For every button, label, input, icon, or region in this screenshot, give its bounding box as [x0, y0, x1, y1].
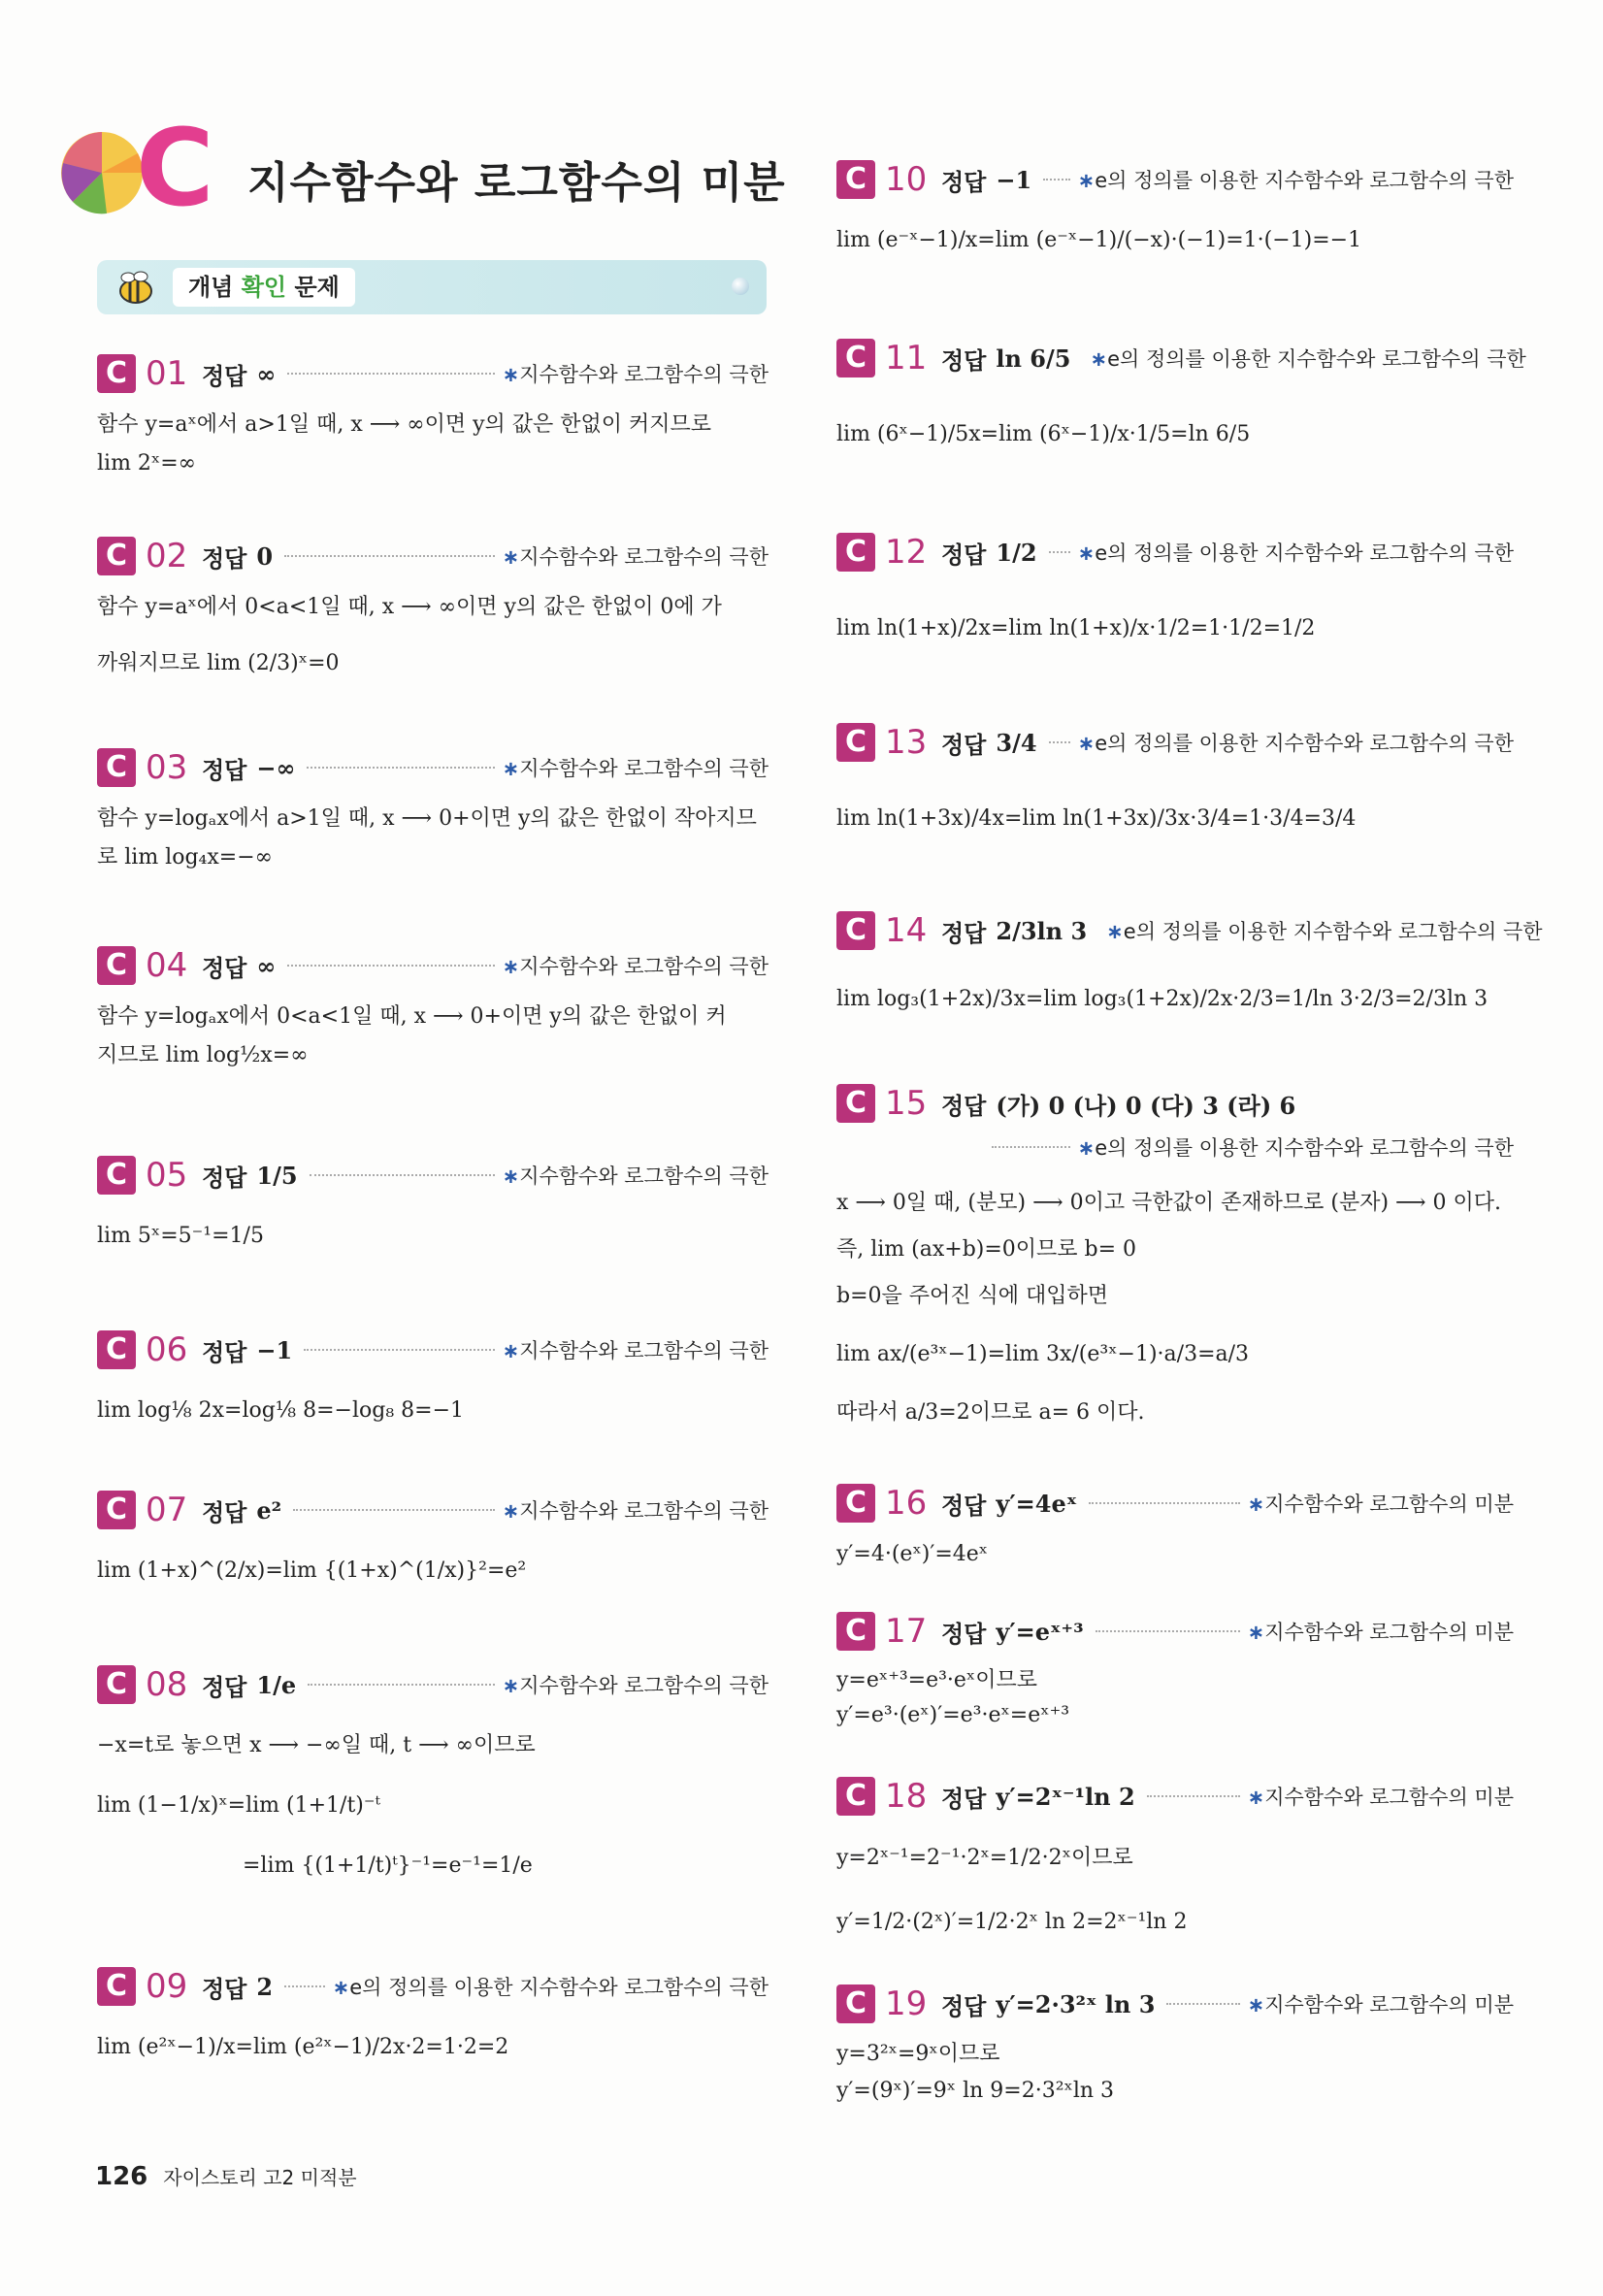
c-badge: C: [836, 1984, 875, 2023]
solution-line: lim (e⁻ˣ−1)/x=lim (e⁻ˣ−1)/(−x)·(−1)=1·(−1)=−1: [836, 228, 1362, 252]
topic: ∗e의 정의를 이용한 지수함수와 로그함수의 극한: [1077, 732, 1514, 755]
topic-text: 지수함수와 로그함수의 극한: [519, 757, 769, 780]
c-badge: C: [97, 946, 136, 985]
problem-number: 06: [146, 1330, 188, 1369]
answer-label: 정답: [941, 1492, 987, 1520]
problem-number: 18: [885, 1777, 928, 1816]
topic-text: e의 정의를 이용한 지수함수와 로그함수의 극한: [1123, 920, 1543, 943]
answer-label: 정답: [202, 1338, 247, 1366]
page-number: 126: [95, 2162, 148, 2191]
c-badge: C: [97, 1491, 136, 1529]
solution: [836, 609, 1514, 648]
solution: [97, 588, 769, 683]
solution-line: lim ax/(e³ˣ−1)=lim 3x/(e³ˣ−1)·a/3=a/3: [836, 1342, 1250, 1366]
topic-text: e의 정의를 이용한 지수함수와 로그함수의 극한: [1107, 347, 1526, 371]
leader: [304, 1349, 494, 1351]
problem-02: [97, 534, 769, 683]
bee-icon: [114, 268, 157, 307]
topic-text: 지수함수와 로그함수의 미분: [1264, 1993, 1514, 2017]
answer-label: 정답: [202, 362, 247, 390]
problem-11: [836, 336, 1526, 454]
answer: ∞: [256, 359, 277, 388]
c-badge: C: [97, 748, 136, 787]
solution-line: lim ln(1+3x)/4x=lim ln(1+3x)/3x·3/4=1·3/4=3/4: [836, 806, 1357, 831]
topic: ∗지수함수와 로그함수의 미분: [1247, 1993, 1514, 2017]
answer-label: 정답: [941, 168, 987, 196]
problem-number: 02: [146, 537, 188, 575]
topic: ∗e의 정의를 이용한 지수함수와 로그함수의 극한: [1077, 1136, 1514, 1160]
topic-text: 지수함수와 로그함수의 극한: [519, 955, 769, 978]
book-title: 자이스토리 고2 미적분: [163, 2166, 357, 2189]
leader: [284, 555, 495, 557]
topic-text: e의 정의를 이용한 지수함수와 로그함수의 극한: [1095, 169, 1514, 192]
problem-19: [836, 1982, 1514, 2110]
solution: [97, 1392, 769, 1430]
solution-line: lim (6ˣ−1)/5x=lim (6ˣ−1)/x·1/5=ln 6/5: [836, 422, 1251, 446]
topic: ∗지수함수와 로그함수의 미분: [1247, 1786, 1514, 1809]
problem-17: [836, 1609, 1514, 1733]
solution-line: lim (1−1/x)ˣ=lim (1+1/t)⁻ᵗ: [97, 1793, 380, 1818]
problem-07: [97, 1488, 769, 1591]
answer: 1/e: [256, 1670, 297, 1699]
c-badge: C: [836, 160, 875, 199]
problem-05: [97, 1153, 769, 1256]
problem-01: [97, 351, 769, 483]
solution-line: lim 2ˣ=∞: [97, 451, 197, 476]
answer-label: 정답: [941, 731, 987, 759]
solution-line: lim ln(1+x)/2x=lim ln(1+x)/x·1/2=1·1/2=1/2: [836, 616, 1316, 640]
leader: [287, 965, 494, 967]
page-title: 지수함수와 로그함수의 미분: [247, 158, 786, 208]
problem-number: 19: [885, 1984, 928, 2023]
solution-line: y=eˣ⁺³=e³·eˣ이므로: [836, 1668, 1038, 1692]
chapter-letter: C: [136, 106, 214, 230]
solution-line: b=0을 주어진 식에 대입하면: [836, 1284, 1109, 1308]
problem-number: 14: [885, 911, 928, 950]
solution-line: 로 lim log₄x=−∞: [97, 845, 273, 869]
leader: [307, 767, 494, 769]
solution: [97, 1552, 769, 1591]
answer: e²: [256, 1495, 282, 1525]
answer-label: 정답: [202, 756, 247, 784]
solution: [97, 800, 769, 877]
topic: ∗지수함수와 로그함수의 극한: [502, 1674, 769, 1697]
answer: (가) 0 (나) 0 (다) 3 (라) 6: [996, 1091, 1296, 1120]
leader: [287, 373, 494, 375]
answer-label: 정답: [941, 1092, 987, 1120]
solution-line: lim 5ˣ=5⁻¹=1/5: [97, 1224, 264, 1248]
topic: ∗지수함수와 로그함수의 극한: [502, 1164, 769, 1188]
solution-line: y′=1/2·(2ˣ)′=1/2·2ˣ ln 2=2ˣ⁻¹ln 2: [836, 1910, 1188, 1934]
solution: [836, 800, 1514, 838]
problem-09: [97, 1964, 769, 2067]
solution-line: lim log₃(1+2x)/3x=lim log₃(1+2x)/2x·2/3=1/ln 3·2/3=2/3ln 3: [836, 987, 1488, 1011]
problem-number: 12: [885, 533, 928, 572]
solution-line: y=3²ˣ=9ˣ이므로: [836, 2042, 1000, 2066]
leader: [1096, 1630, 1240, 1632]
topic-text: 지수함수와 로그함수의 미분: [1264, 1786, 1514, 1809]
topic-text: 지수함수와 로그함수의 극한: [519, 1339, 769, 1362]
answer-label: 정답: [202, 1164, 247, 1192]
topic-text: 지수함수와 로그함수의 극한: [519, 1674, 769, 1697]
answer: 1/2: [996, 538, 1037, 567]
topic: ∗e의 정의를 이용한 지수함수와 로그함수의 극한: [332, 1976, 769, 1999]
solution: [97, 2028, 769, 2067]
c-badge: C: [97, 1967, 136, 2006]
solution: [97, 406, 769, 483]
leader: [1147, 1795, 1240, 1797]
topic-text: e의 정의를 이용한 지수함수와 로그함수의 극한: [1095, 732, 1514, 755]
problem-number: 04: [146, 946, 188, 985]
label-part-a: 개념: [188, 274, 242, 301]
problem-06: [97, 1328, 769, 1430]
answer-label: 정답: [941, 346, 987, 375]
solution: [836, 1180, 1514, 1436]
problem-08: [97, 1662, 769, 1886]
answer-label: 정답: [941, 1620, 987, 1648]
solution-line: lim (e²ˣ−1)/x=lim (e²ˣ−1)/2x·2=1·2=2: [97, 2035, 509, 2059]
answer: y′=4eˣ: [996, 1489, 1078, 1518]
leader: [284, 1985, 325, 1987]
problem-number: 13: [885, 723, 928, 762]
solution-line: x ⟶ 0일 때, (분모) ⟶ 0이고 극한값이 존재하므로 (분자) ⟶ 0 이다.: [836, 1191, 1502, 1215]
c-badge: C: [836, 1084, 875, 1123]
topic: ∗지수함수와 로그함수의 극한: [502, 1339, 769, 1362]
c-badge: C: [836, 533, 875, 572]
problem-number: 09: [146, 1967, 188, 2006]
problem-13: [836, 720, 1514, 838]
page-footer: [95, 2162, 357, 2191]
answer-label: 정답: [202, 1498, 247, 1526]
topic: ∗지수함수와 로그함수의 미분: [1247, 1621, 1514, 1644]
answer: 1/5: [256, 1161, 298, 1190]
answer: −1: [256, 1335, 293, 1364]
topic: ∗지수함수와 로그함수의 극한: [502, 1499, 769, 1523]
leader: [310, 1174, 495, 1176]
topic: ∗e의 정의를 이용한 지수함수와 로그함수의 극한: [1077, 541, 1514, 565]
answer-label: 정답: [202, 1975, 247, 2003]
c-badge: C: [836, 1777, 875, 1816]
solution: [97, 998, 769, 1075]
answer-label: 정답: [941, 1992, 987, 2020]
solution: [97, 1217, 769, 1256]
problem-number: 17: [885, 1612, 928, 1651]
solution-line: y=2ˣ⁻¹=2⁻¹·2ˣ=1/2·2ˣ이므로: [836, 1846, 1133, 1870]
solution-line: y′=(9ˣ)′=9ˣ ln 9=2·3²ˣln 3: [836, 2079, 1115, 2103]
topic-text: 지수함수와 로그함수의 극한: [519, 1164, 769, 1188]
topic-text: 지수함수와 로그함수의 미분: [1264, 1621, 1514, 1644]
problem-number: 08: [146, 1665, 188, 1704]
solution: [836, 980, 1514, 1019]
problem-12: [836, 530, 1514, 648]
solution-line: 까워지므로 lim (2/3)ˣ=0: [97, 651, 340, 675]
solution-line: 함수 y=logₐx에서 0<a<1일 때, x ⟶ 0+이면 y의 값은 한없이 커: [97, 1004, 727, 1029]
solution-line: lim log⅛ 2x=log⅛ 8=−log₈ 8=−1: [97, 1398, 465, 1423]
solution: [836, 415, 1514, 454]
answer: y′=2·3²ˣ ln 3: [996, 1989, 1156, 2018]
c-badge: C: [97, 1330, 136, 1369]
problem-number: 10: [885, 160, 928, 199]
solution-line: =lim {(1+1/t)ᵗ}⁻¹=e⁻¹=1/e: [243, 1853, 533, 1878]
problem-number: 15: [885, 1084, 928, 1123]
topic-row: [836, 1130, 1514, 1164]
solution-line: lim (1+x)^(2/x)=lim {(1+x)^(1/x)}²=e²: [97, 1558, 527, 1583]
answer-label: 정답: [941, 1785, 987, 1813]
problem-number: 01: [146, 354, 188, 393]
answer: 3/4: [996, 728, 1037, 757]
c-badge: C: [97, 1665, 136, 1704]
c-badge: C: [836, 911, 875, 950]
answer-label: 정답: [941, 919, 987, 947]
topic: ∗e의 정의를 이용한 지수함수와 로그함수의 극한: [1077, 169, 1514, 192]
topic: ∗지수함수와 로그함수의 극한: [502, 545, 769, 569]
topic: ∗지수함수와 로그함수의 극한: [502, 757, 769, 780]
problem-number: 05: [146, 1156, 188, 1195]
solution-line: y′=4·(eˣ)′=4eˣ: [836, 1542, 989, 1566]
answer-label: 정답: [202, 954, 247, 982]
leader: [308, 1684, 494, 1686]
c-badge: C: [97, 354, 136, 393]
label-part-c: 문제: [286, 274, 340, 301]
leader: [992, 1146, 1070, 1148]
topic: ∗지수함수와 로그함수의 극한: [502, 955, 769, 978]
answer: y′=eˣ⁺³: [996, 1617, 1084, 1646]
leader: [293, 1509, 494, 1511]
leader: [1049, 741, 1070, 743]
solution-line: 함수 y=aˣ에서 0<a<1일 때, x ⟶ ∞이면 y의 값은 한없이 0에 가: [97, 595, 722, 619]
topic: ∗지수함수와 로그함수의 미분: [1247, 1492, 1514, 1516]
topic-text: e의 정의를 이용한 지수함수와 로그함수의 극한: [1095, 541, 1514, 565]
banner-dot: [732, 278, 749, 295]
solution: [836, 1663, 1514, 1733]
solution: [836, 2036, 1514, 2110]
concept-label: [173, 268, 355, 307]
topic-text: 지수함수와 로그함수의 미분: [1264, 1492, 1514, 1516]
answer: −∞: [256, 753, 296, 782]
answer: y′=2ˣ⁻¹ln 2: [996, 1782, 1135, 1811]
c-badge: C: [97, 537, 136, 575]
leader: [1043, 179, 1069, 180]
solution-line: 지므로 lim log½x=∞: [97, 1043, 309, 1067]
answer: 2/3ln 3: [996, 916, 1088, 945]
c-badge: C: [836, 339, 875, 377]
answer-label: 정답: [202, 544, 247, 573]
concept-banner: [97, 260, 767, 314]
problem-number: 11: [885, 339, 928, 377]
answer-label: 정답: [941, 541, 987, 569]
c-badge: C: [836, 1484, 875, 1523]
problem-10: [836, 157, 1514, 260]
c-badge: C: [97, 1156, 136, 1195]
topic-text: 지수함수와 로그함수의 극한: [519, 1499, 769, 1523]
topic: ∗지수함수와 로그함수의 극한: [502, 363, 769, 386]
leader: [1049, 551, 1070, 553]
problem-04: [97, 943, 769, 1075]
solution: [97, 1726, 769, 1886]
answer: −1: [996, 165, 1032, 194]
leader: [1166, 2003, 1239, 2005]
problem-number: 16: [885, 1484, 928, 1523]
label-part-b: 확인: [241, 274, 287, 301]
topic-text: 지수함수와 로그함수의 극한: [519, 363, 769, 386]
solution: [836, 221, 1514, 260]
topic: ∗e의 정의를 이용한 지수함수와 로그함수의 극한: [1090, 347, 1526, 371]
solution: [836, 1836, 1514, 1945]
solution: [836, 1535, 1514, 1574]
problem-number: 03: [146, 748, 188, 787]
answer: ∞: [256, 951, 277, 980]
c-badge: C: [836, 1612, 875, 1651]
answer: 0: [256, 541, 274, 571]
leader: [1089, 1502, 1239, 1504]
problem-16: [836, 1481, 1514, 1574]
c-badge: C: [836, 723, 875, 762]
solution-line: 따라서 a/3=2이므로 a= 6 이다.: [836, 1400, 1145, 1425]
problem-03: [97, 745, 769, 877]
topic-text: 지수함수와 로그함수의 극한: [519, 545, 769, 569]
problem-14: [836, 908, 1543, 1019]
problem-number: 07: [146, 1491, 188, 1529]
answer: 2: [256, 1972, 274, 2001]
topic: ∗e의 정의를 이용한 지수함수와 로그함수의 극한: [1106, 920, 1543, 943]
answer: ln 6/5: [996, 344, 1071, 373]
solution-line: −x=t로 놓으면 x ⟶ −∞일 때, t ⟶ ∞이므로: [97, 1733, 536, 1757]
problem-15: [836, 1081, 1514, 1436]
solution-line: 즉, lim (ax+b)=0이므로 b= 0: [836, 1237, 1137, 1262]
topic-text: e의 정의를 이용한 지수함수와 로그함수의 극한: [1095, 1136, 1514, 1160]
answer-label: 정답: [202, 1673, 247, 1701]
topic-text: e의 정의를 이용한 지수함수와 로그함수의 극한: [349, 1976, 769, 1999]
solution-line: y′=e³·(eˣ)′=e³·eˣ=eˣ⁺³: [836, 1703, 1070, 1727]
solution-line: 함수 y=aˣ에서 a>1일 때, x ⟶ ∞이면 y의 값은 한없이 커지므로: [97, 412, 712, 437]
solution-line: 함수 y=logₐx에서 a>1일 때, x ⟶ 0+이면 y의 값은 한없이 작아지므: [97, 806, 757, 831]
problem-18: [836, 1774, 1514, 1945]
